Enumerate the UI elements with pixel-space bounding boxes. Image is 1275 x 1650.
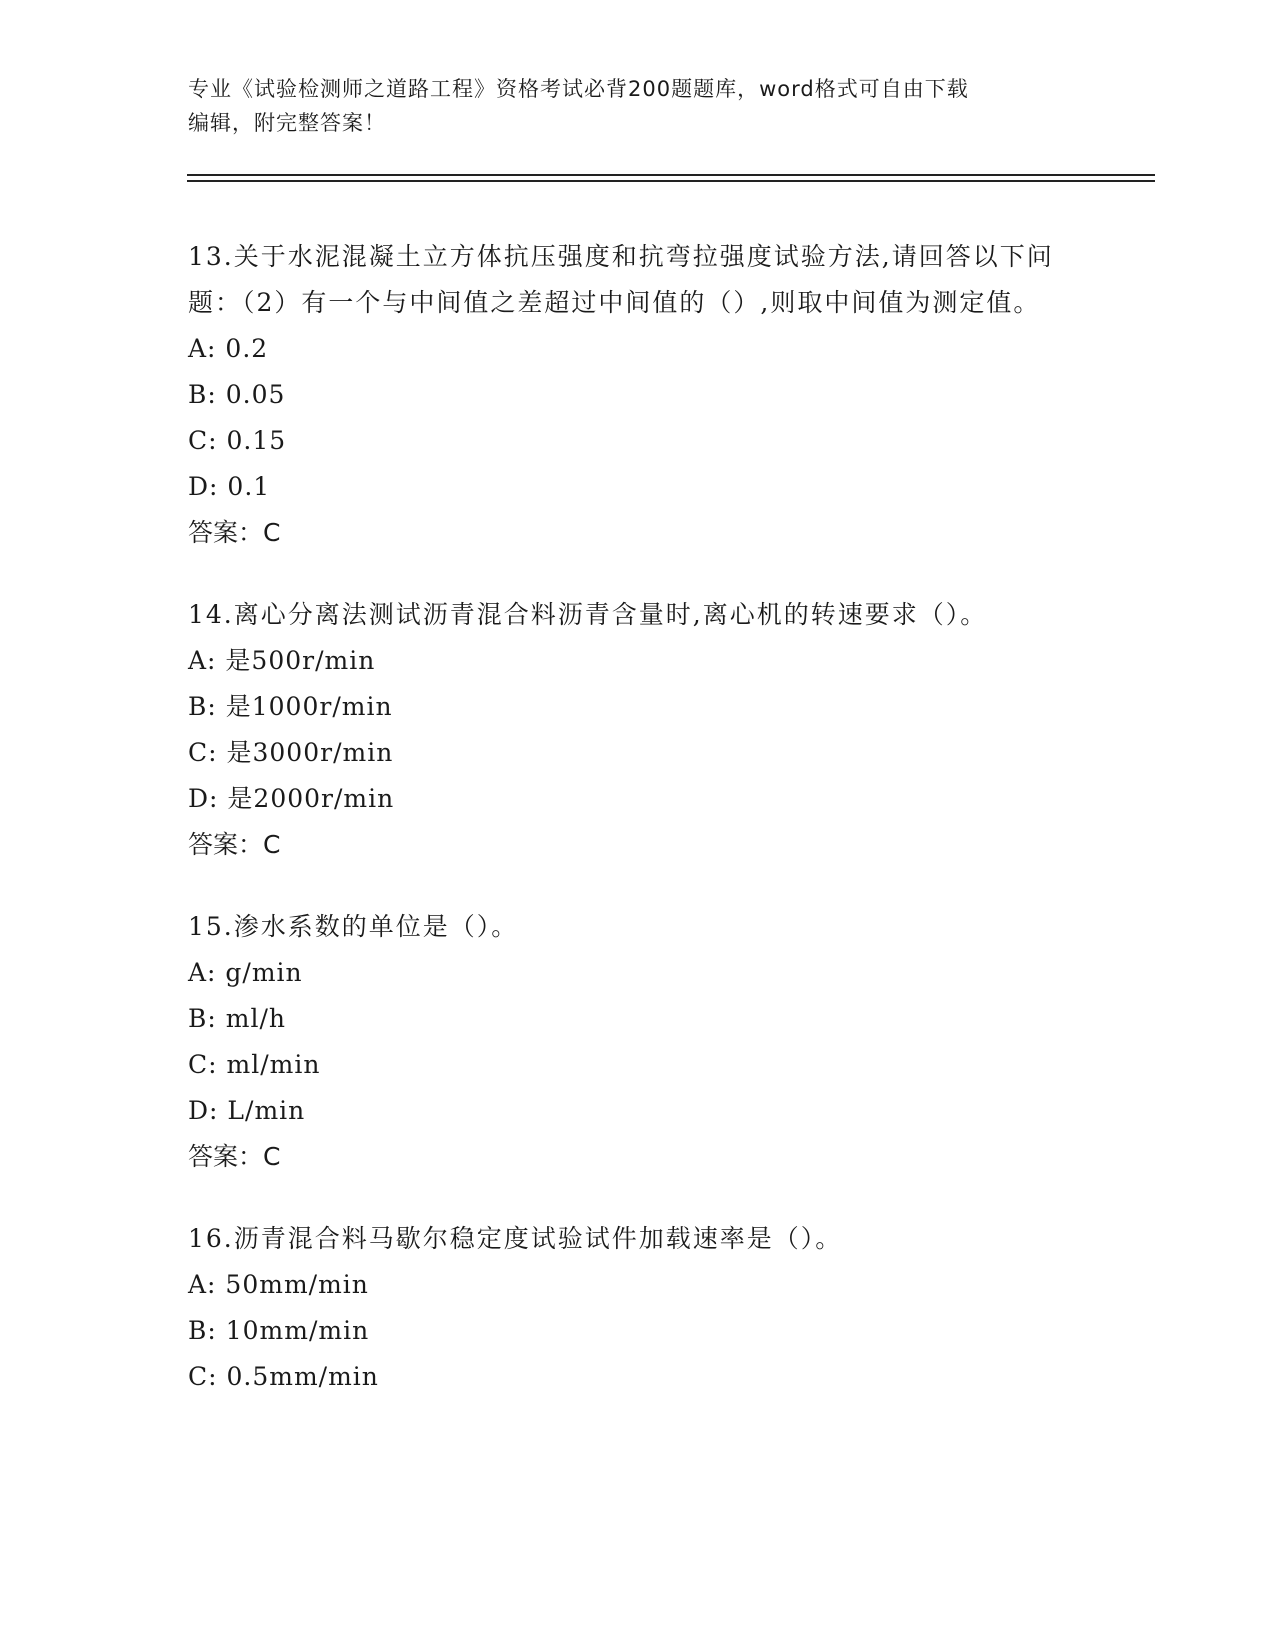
header-divider-top bbox=[187, 174, 1155, 176]
question-13 bbox=[188, 234, 1068, 556]
header-line-2: 编辑，附完整答案！ bbox=[188, 111, 386, 135]
option-d: D: 是2000r/min bbox=[188, 784, 395, 813]
question-16 bbox=[188, 1216, 1068, 1400]
option-a: A: 是500r/min bbox=[188, 646, 376, 675]
question-15 bbox=[188, 904, 1068, 1180]
option-b: B: 0.05 bbox=[188, 380, 286, 409]
question-text: 14.离心分离法测试沥青混合料沥青含量时,离心机的转速要求（）。 bbox=[188, 600, 988, 629]
answer: 答案：C bbox=[188, 518, 281, 547]
option-b: B: 10mm/min bbox=[188, 1316, 370, 1345]
document-header bbox=[188, 72, 1088, 140]
option-c: C: ml/min bbox=[188, 1050, 321, 1079]
answer: 答案：C bbox=[188, 1142, 281, 1171]
option-d: D: L/min bbox=[188, 1096, 306, 1125]
option-c: C: 0.5mm/min bbox=[188, 1362, 379, 1391]
option-b: B: ml/h bbox=[188, 1004, 286, 1033]
option-d: D: 0.1 bbox=[188, 472, 271, 501]
question-text: 15.渗水系数的单位是（）。 bbox=[188, 912, 519, 941]
option-c: C: 0.15 bbox=[188, 426, 287, 455]
question-text: 13.关于水泥混凝土立方体抗压强度和抗弯拉强度试验方法,请回答以下问题：（2）有一个与中间值之差超过中间值的（）,则取中间值为测定值。 bbox=[188, 242, 1054, 317]
option-b: B: 是1000r/min bbox=[188, 692, 393, 721]
option-a: A: g/min bbox=[188, 958, 303, 987]
question-14 bbox=[188, 592, 1068, 868]
option-c: C: 是3000r/min bbox=[188, 738, 394, 767]
option-a: A: 0.2 bbox=[188, 334, 269, 363]
option-a: A: 50mm/min bbox=[188, 1270, 369, 1299]
header-line-1: 专业《试验检测师之道路工程》资格考试必背200题题库，word格式可自由下载 bbox=[188, 77, 969, 101]
answer: 答案：C bbox=[188, 830, 281, 859]
question-list bbox=[188, 234, 1068, 1436]
header-divider-bottom bbox=[187, 180, 1155, 182]
question-text: 16.沥青混合料马歇尔稳定度试验试件加载速率是（）。 bbox=[188, 1224, 843, 1253]
